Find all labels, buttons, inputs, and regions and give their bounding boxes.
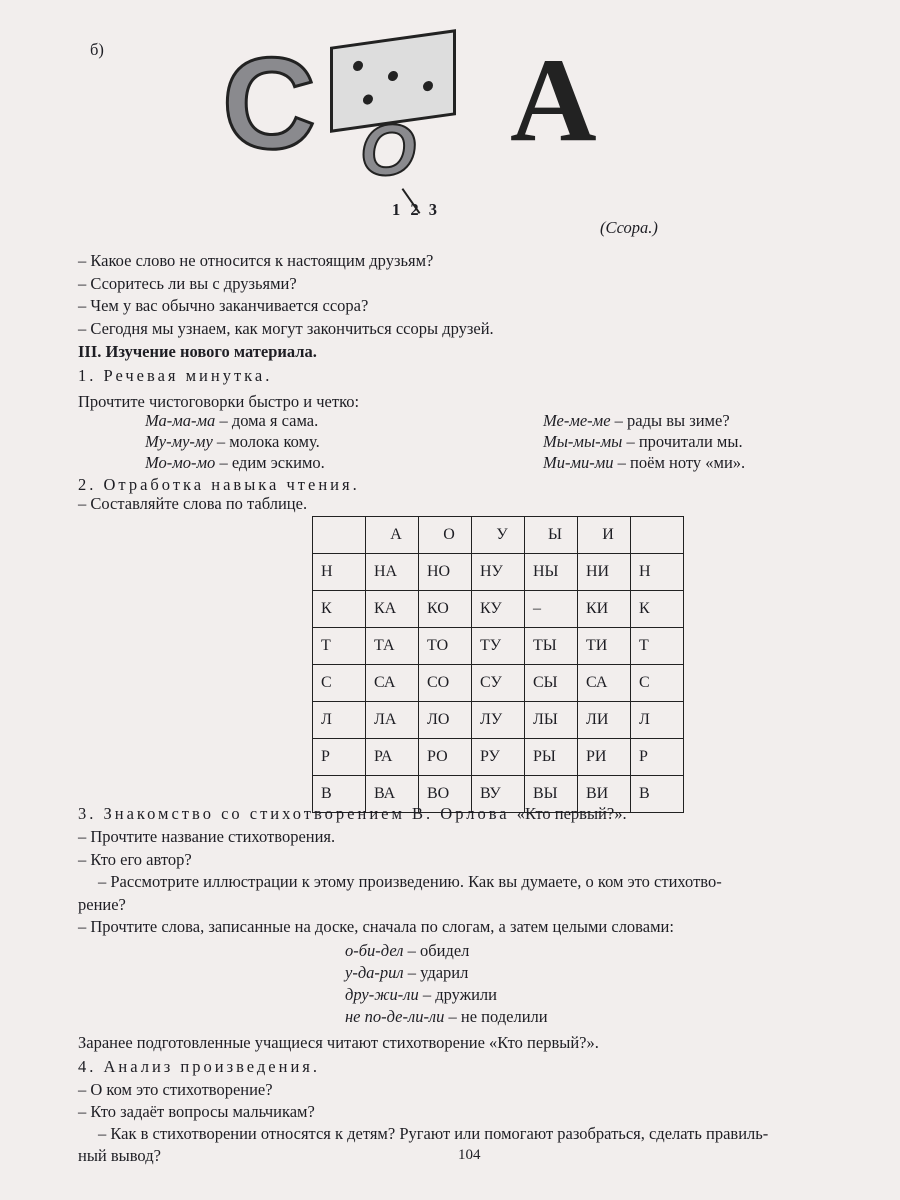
table-cell: Л (631, 702, 684, 739)
question: – Чем у вас обычно заканчивается ссора? (78, 296, 369, 315)
table-cell: ТА (366, 628, 419, 665)
board-words: о-би-дел – обидел у-да-рил – ударил дру-жи-ли – дружили не по-де-ли-ли – не поделили (345, 941, 548, 1026)
section-heading: III. Изучение нового материала. (78, 342, 317, 361)
table-cell: СО (419, 665, 472, 702)
question: – Какое слово не относится к настоящим друзьям? (78, 251, 434, 270)
poem-title: «Кто первый?». (516, 804, 627, 823)
table-cell: КА (366, 591, 419, 628)
table-cell: КО (419, 591, 472, 628)
table-cell: В (313, 776, 366, 813)
table-cell: НИ (578, 554, 631, 591)
table-cell: ТИ (578, 628, 631, 665)
table-cell: ЛЫ (525, 702, 578, 739)
table-row (313, 628, 684, 665)
table-cell: С (313, 665, 366, 702)
table-cell: НЫ (525, 554, 578, 591)
tongue-twisters-right: Ме-ме-ме – рады вы зиме? Мы-мы-мы – прочитали мы. Ми-ми-ми – поём ноту «ми». (543, 411, 746, 472)
item-heading: 4. Анализ произведения. (78, 1057, 320, 1076)
table-cell: – (525, 591, 578, 628)
table-cell: К (313, 591, 366, 628)
table-cell: К (631, 591, 684, 628)
table-row (313, 702, 684, 739)
table-cell: ВА (366, 776, 419, 813)
table-cell: ВЫ (525, 776, 578, 813)
table-cell: Т (631, 628, 684, 665)
table-cell: СА (366, 665, 419, 702)
question: – Сегодня мы узнаем, как могут закончиться ссоры друзей. (78, 318, 494, 338)
table-cell: А (366, 517, 419, 554)
syllable-table (312, 516, 684, 813)
table-row (313, 665, 684, 702)
table-cell: Ы (525, 517, 578, 554)
table-cell: О (419, 517, 472, 554)
table-cell: ТЫ (525, 628, 578, 665)
prepared-text: Заранее подготовленные учащиеся читают стихотворение «Кто первый?». (78, 1033, 599, 1052)
table-cell: ВИ (578, 776, 631, 813)
table-cell: ЛИ (578, 702, 631, 739)
table-cell (631, 517, 684, 554)
tongue-twisters-left: Ма-ма-ма – дома я сама. Му-му-му – молока кому. Мо-мо-мо – едим эскимо. (145, 411, 325, 472)
item-heading: 3. Знакомство со стихотворением В. Орлова (78, 804, 517, 823)
table-cell: СА (578, 665, 631, 702)
table-cell: Т (313, 628, 366, 665)
table-cell: ВУ (472, 776, 525, 813)
puzzle-letter-a: А (510, 33, 597, 166)
table-row (313, 739, 684, 776)
table-cell: НУ (472, 554, 525, 591)
table-cell: РА (366, 739, 419, 776)
table-cell: СУ (472, 665, 525, 702)
table-cell: РУ (472, 739, 525, 776)
table-row (313, 591, 684, 628)
item-intro: – Составляйте слова по таблице. (78, 494, 308, 513)
puzzle-numbers: 1 2 3 (392, 200, 437, 219)
table-cell: НА (366, 554, 419, 591)
table-cell: РО (419, 739, 472, 776)
table-cell: РИ (578, 739, 631, 776)
puzzle-letter-o: О (360, 111, 417, 191)
item-intro: Прочтите чистоговорки быстро и четко: (78, 392, 360, 411)
table-row (313, 517, 684, 554)
table-cell: КИ (578, 591, 631, 628)
item-heading: 1. Речевая минутка. (78, 366, 273, 385)
question: – Ссоритесь ли вы с друзьями? (78, 273, 297, 293)
table-cell: ТО (419, 628, 472, 665)
questions (78, 250, 494, 340)
label-b: б) (90, 40, 104, 59)
puzzle-letter-c: С (222, 30, 316, 176)
table-cell: Р (313, 739, 366, 776)
table-cell: ЛА (366, 702, 419, 739)
table-cell: ВО (419, 776, 472, 813)
table-cell: ЛО (419, 702, 472, 739)
table-cell: Н (631, 554, 684, 591)
item3-lines: – Прочтите название стихотворения. – Кто его автор? – Рассмотрите иллюстрации к этому произведению. Как вы думаете, о ком это стихотво- рение? – Прочтите слова, записанные на доске, сначала по слогам, а затем целыми словами: (78, 827, 722, 936)
table-cell: У (472, 517, 525, 554)
table-cell: И (578, 517, 631, 554)
table-cell: Н (313, 554, 366, 591)
table-cell: С (631, 665, 684, 702)
table-cell: НО (419, 554, 472, 591)
table-cell: Р (631, 739, 684, 776)
table-cell: ЛУ (472, 702, 525, 739)
table-cell: В (631, 776, 684, 813)
puzzle-answer: (Ссора.) (600, 218, 658, 237)
table-cell: КУ (472, 591, 525, 628)
table-cell (313, 517, 366, 554)
item-heading: 2. Отработка навыка чтения. (78, 475, 360, 494)
table-cell: ТУ (472, 628, 525, 665)
table-cell: РЫ (525, 739, 578, 776)
table-row (313, 554, 684, 591)
page-number: 104 (458, 1147, 481, 1163)
table-cell: СЫ (525, 665, 578, 702)
table-cell: Л (313, 702, 366, 739)
item4-lines: – О ком это стихотворение? – Кто задаёт вопросы мальчикам? – Как в стихотворении относятся к детям? Ругают или помогают разобраться, сделать правиль- ный вывод? (78, 1080, 769, 1165)
